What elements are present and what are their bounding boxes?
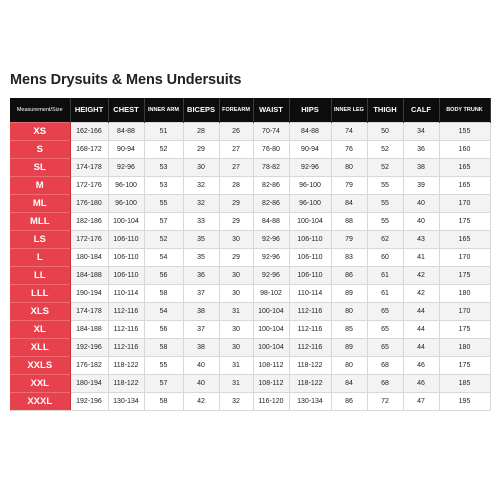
cell-body-trunk: 170 <box>439 249 490 267</box>
cell-inner-leg: 79 <box>331 177 367 195</box>
cell-calf: 34 <box>403 123 439 141</box>
table-row <box>10 195 490 213</box>
header-hips: HIPS <box>289 98 331 123</box>
cell-thigh: 55 <box>367 195 403 213</box>
cell-inner-leg: 85 <box>331 321 367 339</box>
cell-size: XXL <box>10 375 70 393</box>
cell-forearm: 30 <box>219 231 253 249</box>
cell-biceps: 38 <box>183 339 219 357</box>
cell-thigh: 72 <box>367 393 403 411</box>
cell-inner-leg: 76 <box>331 141 367 159</box>
cell-chest: 96-100 <box>108 195 144 213</box>
cell-forearm: 27 <box>219 141 253 159</box>
table-row <box>10 321 490 339</box>
cell-hips: 92-96 <box>289 159 331 177</box>
cell-chest: 112-116 <box>108 303 144 321</box>
cell-hips: 106-110 <box>289 249 331 267</box>
cell-calf: 44 <box>403 303 439 321</box>
table-row <box>10 159 490 177</box>
cell-forearm: 31 <box>219 357 253 375</box>
cell-forearm: 27 <box>219 159 253 177</box>
header-chest: CHEST <box>108 98 144 123</box>
cell-hips: 118-122 <box>289 375 331 393</box>
header-waist: WAIST <box>253 98 289 123</box>
cell-thigh: 61 <box>367 285 403 303</box>
cell-inner-arm: 57 <box>144 213 183 231</box>
cell-calf: 36 <box>403 141 439 159</box>
cell-height: 184-188 <box>70 267 108 285</box>
table-row <box>10 285 490 303</box>
cell-calf: 44 <box>403 321 439 339</box>
size-chart-body <box>10 123 490 411</box>
cell-chest: 90-94 <box>108 141 144 159</box>
cell-chest: 84-88 <box>108 123 144 141</box>
cell-biceps: 38 <box>183 303 219 321</box>
cell-height: 168-172 <box>70 141 108 159</box>
cell-inner-arm: 57 <box>144 375 183 393</box>
cell-calf: 41 <box>403 249 439 267</box>
cell-hips: 112-116 <box>289 321 331 339</box>
cell-size: ML <box>10 195 70 213</box>
cell-waist: 82-86 <box>253 195 289 213</box>
cell-waist: 116-120 <box>253 393 289 411</box>
cell-body-trunk: 170 <box>439 195 490 213</box>
cell-height: 172-176 <box>70 177 108 195</box>
cell-calf: 39 <box>403 177 439 195</box>
cell-inner-arm: 52 <box>144 141 183 159</box>
table-row <box>10 339 490 357</box>
cell-body-trunk: 185 <box>439 375 490 393</box>
table-row <box>10 231 490 249</box>
cell-inner-leg: 89 <box>331 285 367 303</box>
cell-body-trunk: 175 <box>439 267 490 285</box>
cell-hips: 110-114 <box>289 285 331 303</box>
cell-height: 180-194 <box>70 375 108 393</box>
cell-chest: 118-122 <box>108 357 144 375</box>
cell-size: XXLS <box>10 357 70 375</box>
cell-size: SL <box>10 159 70 177</box>
header-row <box>10 98 490 123</box>
cell-calf: 42 <box>403 285 439 303</box>
cell-inner-leg: 84 <box>331 375 367 393</box>
cell-thigh: 61 <box>367 267 403 285</box>
cell-height: 184-188 <box>70 321 108 339</box>
table-row <box>10 123 490 141</box>
cell-waist: 98-102 <box>253 285 289 303</box>
cell-hips: 130-134 <box>289 393 331 411</box>
cell-inner-arm: 54 <box>144 249 183 267</box>
table-row <box>10 375 490 393</box>
cell-thigh: 55 <box>367 177 403 195</box>
cell-inner-leg: 86 <box>331 393 367 411</box>
table-row <box>10 393 490 411</box>
cell-waist: 84-88 <box>253 213 289 231</box>
cell-size: XL <box>10 321 70 339</box>
cell-calf: 42 <box>403 267 439 285</box>
cell-thigh: 68 <box>367 375 403 393</box>
cell-calf: 46 <box>403 375 439 393</box>
cell-thigh: 65 <box>367 339 403 357</box>
cell-height: 190-194 <box>70 285 108 303</box>
page-title: Mens Drysuits & Mens Undersuits <box>10 72 242 88</box>
cell-chest: 106-110 <box>108 231 144 249</box>
cell-forearm: 30 <box>219 339 253 357</box>
cell-height: 180-184 <box>70 249 108 267</box>
cell-height: 176-182 <box>70 357 108 375</box>
cell-inner-arm: 53 <box>144 177 183 195</box>
cell-hips: 96-100 <box>289 195 331 213</box>
cell-body-trunk: 195 <box>439 393 490 411</box>
cell-thigh: 52 <box>367 159 403 177</box>
cell-biceps: 33 <box>183 213 219 231</box>
cell-body-trunk: 175 <box>439 321 490 339</box>
cell-biceps: 37 <box>183 285 219 303</box>
cell-inner-leg: 89 <box>331 339 367 357</box>
cell-hips: 118-122 <box>289 357 331 375</box>
cell-biceps: 35 <box>183 249 219 267</box>
cell-inner-arm: 55 <box>144 357 183 375</box>
cell-waist: 78-82 <box>253 159 289 177</box>
cell-size: M <box>10 177 70 195</box>
cell-inner-leg: 83 <box>331 249 367 267</box>
cell-calf: 38 <box>403 159 439 177</box>
cell-chest: 96-100 <box>108 177 144 195</box>
cell-thigh: 55 <box>367 213 403 231</box>
cell-hips: 112-116 <box>289 303 331 321</box>
cell-calf: 43 <box>403 231 439 249</box>
cell-biceps: 32 <box>183 177 219 195</box>
cell-biceps: 42 <box>183 393 219 411</box>
table-row <box>10 177 490 195</box>
cell-chest: 118-122 <box>108 375 144 393</box>
cell-size: XLS <box>10 303 70 321</box>
table-row <box>10 249 490 267</box>
cell-calf: 47 <box>403 393 439 411</box>
size-chart-table <box>10 98 491 411</box>
cell-inner-leg: 80 <box>331 357 367 375</box>
cell-hips: 112-116 <box>289 339 331 357</box>
header-inner-arm: INNER ARM <box>144 98 183 123</box>
cell-height: 162-166 <box>70 123 108 141</box>
cell-chest: 112-116 <box>108 339 144 357</box>
cell-waist: 92-96 <box>253 231 289 249</box>
cell-thigh: 65 <box>367 321 403 339</box>
header-body-trunk: BODY TRUNK <box>439 98 490 123</box>
cell-waist: 82-86 <box>253 177 289 195</box>
table-row <box>10 213 490 231</box>
cell-waist: 108-112 <box>253 357 289 375</box>
cell-body-trunk: 175 <box>439 213 490 231</box>
cell-forearm: 30 <box>219 285 253 303</box>
cell-height: 176-180 <box>70 195 108 213</box>
cell-body-trunk: 160 <box>439 141 490 159</box>
cell-inner-leg: 74 <box>331 123 367 141</box>
cell-hips: 100-104 <box>289 213 331 231</box>
cell-height: 174-178 <box>70 159 108 177</box>
cell-biceps: 36 <box>183 267 219 285</box>
cell-thigh: 65 <box>367 303 403 321</box>
cell-biceps: 40 <box>183 375 219 393</box>
cell-inner-leg: 84 <box>331 195 367 213</box>
cell-inner-arm: 54 <box>144 303 183 321</box>
cell-body-trunk: 165 <box>439 231 490 249</box>
cell-hips: 90-94 <box>289 141 331 159</box>
cell-waist: 70-74 <box>253 123 289 141</box>
cell-forearm: 26 <box>219 123 253 141</box>
cell-inner-leg: 88 <box>331 213 367 231</box>
cell-thigh: 50 <box>367 123 403 141</box>
cell-size: LL <box>10 267 70 285</box>
cell-size: LLL <box>10 285 70 303</box>
cell-inner-arm: 55 <box>144 195 183 213</box>
cell-body-trunk: 175 <box>439 357 490 375</box>
cell-biceps: 32 <box>183 195 219 213</box>
table-row <box>10 357 490 375</box>
header-thigh: THIGH <box>367 98 403 123</box>
cell-body-trunk: 180 <box>439 285 490 303</box>
cell-size: XXXL <box>10 393 70 411</box>
cell-calf: 40 <box>403 213 439 231</box>
cell-hips: 106-110 <box>289 231 331 249</box>
cell-waist: 92-96 <box>253 267 289 285</box>
cell-height: 172-176 <box>70 231 108 249</box>
header-measurement-size: Measurement/Size <box>10 98 70 123</box>
cell-forearm: 30 <box>219 267 253 285</box>
cell-waist: 108-112 <box>253 375 289 393</box>
cell-forearm: 31 <box>219 303 253 321</box>
cell-inner-arm: 58 <box>144 339 183 357</box>
cell-thigh: 60 <box>367 249 403 267</box>
table-row <box>10 303 490 321</box>
cell-chest: 106-110 <box>108 267 144 285</box>
cell-thigh: 52 <box>367 141 403 159</box>
cell-waist: 100-104 <box>253 303 289 321</box>
cell-inner-leg: 80 <box>331 159 367 177</box>
cell-size: MLL <box>10 213 70 231</box>
cell-height: 182-186 <box>70 213 108 231</box>
cell-size: S <box>10 141 70 159</box>
cell-body-trunk: 180 <box>439 339 490 357</box>
cell-body-trunk: 170 <box>439 303 490 321</box>
cell-inner-leg: 86 <box>331 267 367 285</box>
cell-thigh: 68 <box>367 357 403 375</box>
cell-inner-arm: 56 <box>144 321 183 339</box>
cell-waist: 92-96 <box>253 249 289 267</box>
cell-inner-arm: 56 <box>144 267 183 285</box>
cell-inner-arm: 53 <box>144 159 183 177</box>
cell-biceps: 40 <box>183 357 219 375</box>
cell-chest: 110-114 <box>108 285 144 303</box>
table-row <box>10 267 490 285</box>
header-inner-leg: INNER LEG <box>331 98 367 123</box>
cell-inner-arm: 58 <box>144 285 183 303</box>
header-forearm: FOREARM <box>219 98 253 123</box>
cell-forearm: 31 <box>219 375 253 393</box>
cell-inner-leg: 79 <box>331 231 367 249</box>
cell-forearm: 32 <box>219 393 253 411</box>
cell-chest: 106-110 <box>108 249 144 267</box>
cell-inner-leg: 80 <box>331 303 367 321</box>
cell-chest: 112-116 <box>108 321 144 339</box>
cell-calf: 40 <box>403 195 439 213</box>
cell-inner-arm: 52 <box>144 231 183 249</box>
cell-calf: 46 <box>403 357 439 375</box>
cell-biceps: 37 <box>183 321 219 339</box>
cell-waist: 100-104 <box>253 321 289 339</box>
cell-biceps: 29 <box>183 141 219 159</box>
cell-inner-arm: 58 <box>144 393 183 411</box>
cell-chest: 92-96 <box>108 159 144 177</box>
table-row <box>10 141 490 159</box>
cell-hips: 96-100 <box>289 177 331 195</box>
cell-waist: 100-104 <box>253 339 289 357</box>
header-height: HEIGHT <box>70 98 108 123</box>
cell-chest: 100-104 <box>108 213 144 231</box>
cell-height: 174-178 <box>70 303 108 321</box>
cell-size: XLL <box>10 339 70 357</box>
header-biceps: BICEPS <box>183 98 219 123</box>
cell-hips: 106-110 <box>289 267 331 285</box>
cell-biceps: 30 <box>183 159 219 177</box>
cell-chest: 130-134 <box>108 393 144 411</box>
cell-body-trunk: 165 <box>439 159 490 177</box>
cell-biceps: 35 <box>183 231 219 249</box>
cell-inner-arm: 51 <box>144 123 183 141</box>
cell-height: 192-196 <box>70 393 108 411</box>
cell-thigh: 62 <box>367 231 403 249</box>
cell-calf: 44 <box>403 339 439 357</box>
cell-forearm: 29 <box>219 195 253 213</box>
cell-forearm: 29 <box>219 213 253 231</box>
cell-body-trunk: 155 <box>439 123 490 141</box>
cell-forearm: 28 <box>219 177 253 195</box>
cell-forearm: 30 <box>219 321 253 339</box>
cell-height: 192-196 <box>70 339 108 357</box>
cell-forearm: 29 <box>219 249 253 267</box>
cell-size: LS <box>10 231 70 249</box>
cell-biceps: 28 <box>183 123 219 141</box>
cell-hips: 84-88 <box>289 123 331 141</box>
header-calf: CALF <box>403 98 439 123</box>
cell-body-trunk: 165 <box>439 177 490 195</box>
cell-size: XS <box>10 123 70 141</box>
cell-waist: 76-80 <box>253 141 289 159</box>
cell-size: L <box>10 249 70 267</box>
